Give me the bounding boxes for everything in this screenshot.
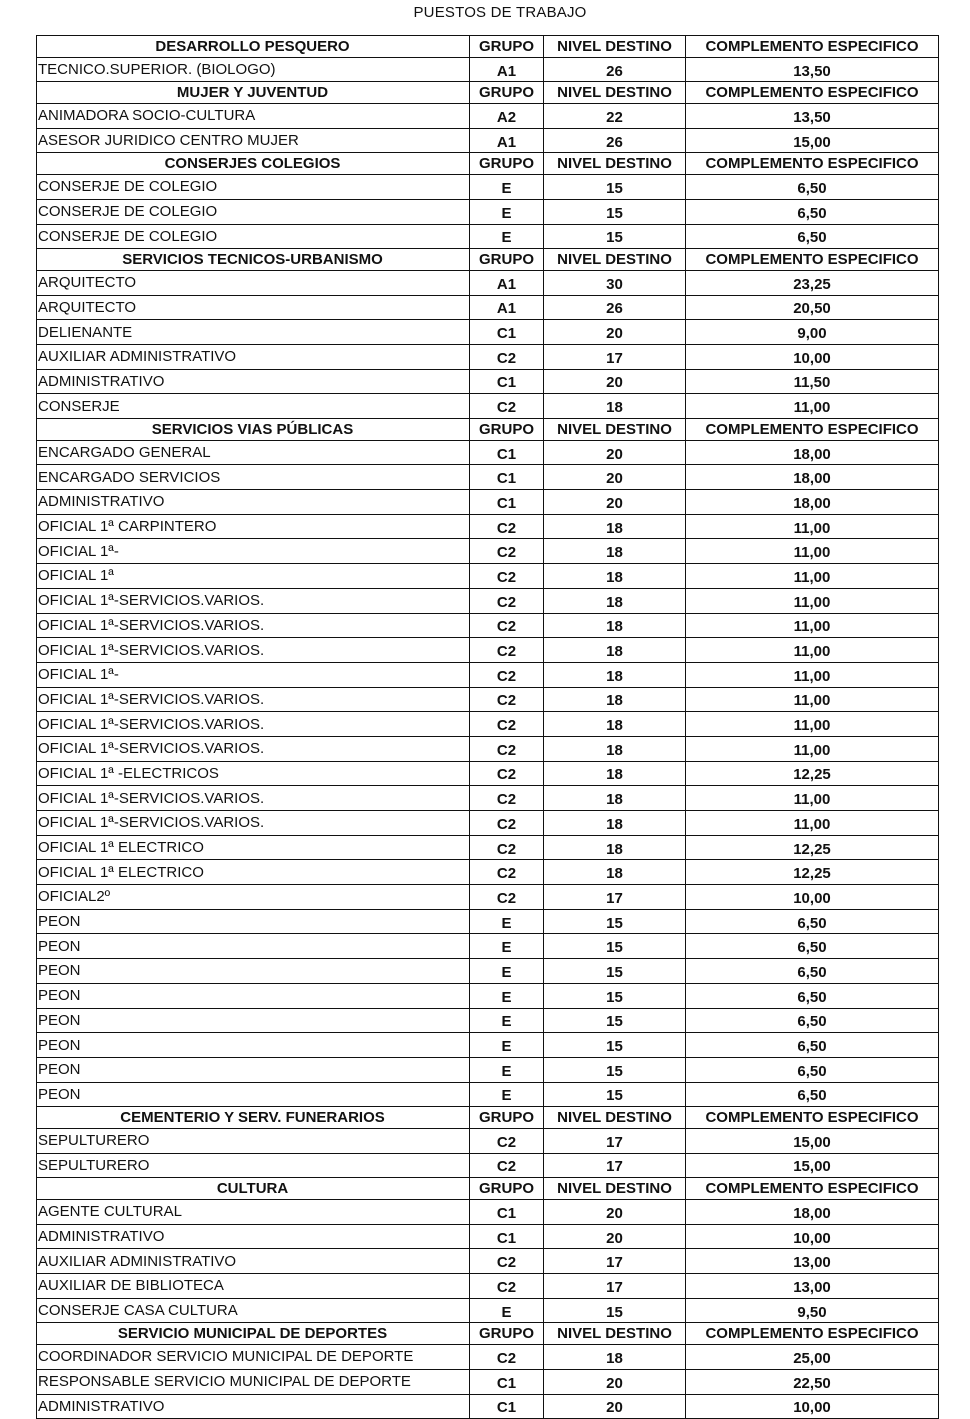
nivel-destino-value: 15 bbox=[544, 1033, 686, 1058]
nivel-destino-value: 15 bbox=[544, 175, 686, 200]
puesto-name: OFICIAL 1ª -ELECTRICOS bbox=[37, 761, 470, 786]
grupo-value: C2 bbox=[470, 662, 544, 687]
section-header-row bbox=[37, 1323, 939, 1345]
puesto-name: ADMINISTRATIVO bbox=[37, 1394, 470, 1419]
complemento-especifico-value: 22,50 bbox=[686, 1369, 939, 1394]
table-row bbox=[37, 1128, 939, 1153]
grupo-value: A1 bbox=[470, 270, 544, 295]
grupo-value: C2 bbox=[470, 1249, 544, 1274]
grupo-value: C2 bbox=[470, 811, 544, 836]
nivel-destino-value: 20 bbox=[544, 1224, 686, 1249]
complemento-especifico-value: 11,00 bbox=[686, 394, 939, 419]
complemento-especifico-header: COMPLEMENTO ESPECIFICO bbox=[686, 82, 939, 104]
grupo-value: C2 bbox=[470, 1153, 544, 1178]
complemento-especifico-value: 13,00 bbox=[686, 1274, 939, 1299]
table-row bbox=[37, 712, 939, 737]
section-title: CULTURA bbox=[37, 1178, 470, 1200]
complemento-especifico-value: 11,00 bbox=[686, 588, 939, 613]
nivel-destino-value: 18 bbox=[544, 662, 686, 687]
complemento-especifico-header: COMPLEMENTO ESPECIFICO bbox=[686, 1107, 939, 1129]
grupo-value: C2 bbox=[470, 687, 544, 712]
nivel-destino-value: 15 bbox=[544, 983, 686, 1008]
complemento-especifico-header: COMPLEMENTO ESPECIFICO bbox=[686, 36, 939, 58]
grupo-value: C2 bbox=[470, 344, 544, 369]
nivel-destino-value: 15 bbox=[544, 1298, 686, 1323]
puesto-name: CONSERJE bbox=[37, 394, 470, 419]
puesto-name: ADMINISTRATIVO bbox=[37, 369, 470, 394]
grupo-value: C2 bbox=[470, 1345, 544, 1370]
puesto-name: OFICIAL 1ª-SERVICIOS.VARIOS. bbox=[37, 588, 470, 613]
nivel-destino-value: 20 bbox=[544, 1394, 686, 1419]
nivel-destino-header: NIVEL DESTINO bbox=[544, 36, 686, 58]
complemento-especifico-value: 10,00 bbox=[686, 885, 939, 910]
nivel-destino-value: 20 bbox=[544, 1200, 686, 1225]
puestos-table bbox=[36, 35, 939, 1419]
complemento-especifico-value: 6,50 bbox=[686, 199, 939, 224]
table-row bbox=[37, 687, 939, 712]
puesto-name: PEON bbox=[37, 959, 470, 984]
nivel-destino-header: NIVEL DESTINO bbox=[544, 1107, 686, 1129]
complemento-especifico-value: 25,00 bbox=[686, 1345, 939, 1370]
complemento-especifico-value: 10,00 bbox=[686, 344, 939, 369]
complemento-especifico-value: 6,50 bbox=[686, 1057, 939, 1082]
nivel-destino-value: 20 bbox=[544, 490, 686, 515]
complemento-especifico-value: 11,00 bbox=[686, 736, 939, 761]
table-row bbox=[37, 786, 939, 811]
grupo-value: A2 bbox=[470, 104, 544, 129]
table-row bbox=[37, 57, 939, 82]
grupo-value: C1 bbox=[470, 440, 544, 465]
grupo-value: E bbox=[470, 1033, 544, 1058]
complemento-especifico-value: 11,00 bbox=[686, 514, 939, 539]
section-header-row bbox=[37, 1107, 939, 1129]
page-title: PUESTOS DE TRABAJO bbox=[413, 4, 587, 21]
puesto-name: AUXILIAR DE BIBLIOTECA bbox=[37, 1274, 470, 1299]
complemento-especifico-value: 11,00 bbox=[686, 638, 939, 663]
grupo-value: C2 bbox=[470, 394, 544, 419]
nivel-destino-value: 18 bbox=[544, 761, 686, 786]
table-row bbox=[37, 835, 939, 860]
grupo-value: C2 bbox=[470, 761, 544, 786]
table-row bbox=[37, 295, 939, 320]
puesto-name: SEPULTURERO bbox=[37, 1128, 470, 1153]
nivel-destino-value: 15 bbox=[544, 934, 686, 959]
nivel-destino-value: 15 bbox=[544, 909, 686, 934]
nivel-destino-value: 20 bbox=[544, 440, 686, 465]
nivel-destino-value: 26 bbox=[544, 128, 686, 153]
complemento-especifico-value: 11,00 bbox=[686, 662, 939, 687]
puesto-name: DELIENANTE bbox=[37, 320, 470, 345]
grupo-value: E bbox=[470, 1057, 544, 1082]
section-header-row bbox=[37, 1178, 939, 1200]
grupo-value: E bbox=[470, 909, 544, 934]
puesto-name: TECNICO.SUPERIOR. (BIOLOGO) bbox=[37, 57, 470, 82]
table-row bbox=[37, 1082, 939, 1107]
grupo-header: GRUPO bbox=[470, 249, 544, 271]
table-row bbox=[37, 1008, 939, 1033]
complemento-especifico-value: 6,50 bbox=[686, 1033, 939, 1058]
puesto-name: PEON bbox=[37, 1008, 470, 1033]
nivel-destino-value: 17 bbox=[544, 885, 686, 910]
nivel-destino-value: 17 bbox=[544, 1274, 686, 1299]
table-row bbox=[37, 320, 939, 345]
table-row bbox=[37, 199, 939, 224]
nivel-destino-value: 18 bbox=[544, 588, 686, 613]
nivel-destino-value: 15 bbox=[544, 1082, 686, 1107]
grupo-value: C2 bbox=[470, 885, 544, 910]
nivel-destino-value: 17 bbox=[544, 1249, 686, 1274]
grupo-value: E bbox=[470, 199, 544, 224]
table-row bbox=[37, 860, 939, 885]
nivel-destino-value: 15 bbox=[544, 1057, 686, 1082]
grupo-header: GRUPO bbox=[470, 1323, 544, 1345]
grupo-value: E bbox=[470, 934, 544, 959]
grupo-value: C2 bbox=[470, 613, 544, 638]
grupo-value: A1 bbox=[470, 295, 544, 320]
table-row bbox=[37, 369, 939, 394]
grupo-value: C2 bbox=[470, 638, 544, 663]
table-row bbox=[37, 1057, 939, 1082]
puesto-name: OFICIAL 1ª ELECTRICO bbox=[37, 835, 470, 860]
nivel-destino-value: 18 bbox=[544, 1345, 686, 1370]
section-header-row bbox=[37, 153, 939, 175]
complemento-especifico-value: 9,50 bbox=[686, 1298, 939, 1323]
grupo-value: E bbox=[470, 1082, 544, 1107]
section-title: CONSERJES COLEGIOS bbox=[37, 153, 470, 175]
complemento-especifico-value: 15,00 bbox=[686, 1153, 939, 1178]
grupo-header: GRUPO bbox=[470, 419, 544, 441]
complemento-especifico-value: 6,50 bbox=[686, 959, 939, 984]
nivel-destino-value: 18 bbox=[544, 638, 686, 663]
puesto-name: OFICIAL 1ª-SERVICIOS.VARIOS. bbox=[37, 811, 470, 836]
puesto-name: OFICIAL 1ª-SERVICIOS.VARIOS. bbox=[37, 638, 470, 663]
table-row bbox=[37, 638, 939, 663]
grupo-value: C1 bbox=[470, 1200, 544, 1225]
nivel-destino-value: 20 bbox=[544, 369, 686, 394]
nivel-destino-value: 18 bbox=[544, 394, 686, 419]
nivel-destino-header: NIVEL DESTINO bbox=[544, 419, 686, 441]
complemento-especifico-value: 23,25 bbox=[686, 270, 939, 295]
puesto-name: ENCARGADO GENERAL bbox=[37, 440, 470, 465]
puesto-name: OFICIAL 1ª-SERVICIOS.VARIOS. bbox=[37, 687, 470, 712]
complemento-especifico-header: COMPLEMENTO ESPECIFICO bbox=[686, 153, 939, 175]
table-row bbox=[37, 564, 939, 589]
table-row bbox=[37, 344, 939, 369]
nivel-destino-value: 20 bbox=[544, 320, 686, 345]
grupo-value: E bbox=[470, 175, 544, 200]
grupo-value: C1 bbox=[470, 1224, 544, 1249]
table-row bbox=[37, 465, 939, 490]
section-title: SERVICIO MUNICIPAL DE DEPORTES bbox=[37, 1323, 470, 1345]
nivel-destino-value: 18 bbox=[544, 786, 686, 811]
nivel-destino-header: NIVEL DESTINO bbox=[544, 82, 686, 104]
section-title: MUJER Y JUVENTUD bbox=[37, 82, 470, 104]
grupo-header: GRUPO bbox=[470, 1178, 544, 1200]
complemento-especifico-value: 6,50 bbox=[686, 224, 939, 249]
grupo-value: C2 bbox=[470, 712, 544, 737]
nivel-destino-value: 20 bbox=[544, 465, 686, 490]
puesto-name: OFICIAL 1ª- bbox=[37, 662, 470, 687]
grupo-header: GRUPO bbox=[470, 36, 544, 58]
nivel-destino-header: NIVEL DESTINO bbox=[544, 1178, 686, 1200]
nivel-destino-header: NIVEL DESTINO bbox=[544, 249, 686, 271]
section-title: DESARROLLO PESQUERO bbox=[37, 36, 470, 58]
nivel-destino-value: 18 bbox=[544, 539, 686, 564]
nivel-destino-value: 20 bbox=[544, 1369, 686, 1394]
nivel-destino-value: 15 bbox=[544, 1008, 686, 1033]
grupo-value: C2 bbox=[470, 564, 544, 589]
grupo-value: C1 bbox=[470, 369, 544, 394]
complemento-especifico-value: 12,25 bbox=[686, 835, 939, 860]
grupo-value: C1 bbox=[470, 465, 544, 490]
nivel-destino-value: 22 bbox=[544, 104, 686, 129]
puesto-name: CONSERJE DE COLEGIO bbox=[37, 175, 470, 200]
nivel-destino-value: 17 bbox=[544, 344, 686, 369]
puesto-name: PEON bbox=[37, 1033, 470, 1058]
complemento-especifico-value: 12,25 bbox=[686, 761, 939, 786]
table-row bbox=[37, 885, 939, 910]
nivel-destino-value: 18 bbox=[544, 564, 686, 589]
puesto-name: CONSERJE DE COLEGIO bbox=[37, 199, 470, 224]
grupo-value: C1 bbox=[470, 1369, 544, 1394]
complemento-especifico-value: 13,50 bbox=[686, 57, 939, 82]
puesto-name: AUXILIAR ADMINISTRATIVO bbox=[37, 1249, 470, 1274]
nivel-destino-value: 15 bbox=[544, 199, 686, 224]
grupo-header: GRUPO bbox=[470, 1107, 544, 1129]
section-header-row bbox=[37, 82, 939, 104]
puesto-name: OFICIAL 1ª bbox=[37, 564, 470, 589]
complemento-especifico-value: 11,00 bbox=[686, 811, 939, 836]
puesto-name: PEON bbox=[37, 934, 470, 959]
grupo-value: C1 bbox=[470, 320, 544, 345]
grupo-value: E bbox=[470, 224, 544, 249]
nivel-destino-value: 18 bbox=[544, 613, 686, 638]
puesto-name: CONSERJE CASA CULTURA bbox=[37, 1298, 470, 1323]
section-title: SERVICIOS VIAS PÚBLICAS bbox=[37, 419, 470, 441]
table-row bbox=[37, 662, 939, 687]
section-header-row bbox=[37, 249, 939, 271]
puesto-name: OFICIAL 1ª- bbox=[37, 539, 470, 564]
table-row bbox=[37, 1033, 939, 1058]
puesto-name: COORDINADOR SERVICIO MUNICIPAL DE DEPORTE bbox=[37, 1345, 470, 1370]
complemento-especifico-value: 18,00 bbox=[686, 440, 939, 465]
complemento-especifico-value: 15,00 bbox=[686, 1128, 939, 1153]
table-row bbox=[37, 761, 939, 786]
puesto-name: PEON bbox=[37, 909, 470, 934]
table-row bbox=[37, 1224, 939, 1249]
grupo-value: C2 bbox=[470, 786, 544, 811]
nivel-destino-value: 30 bbox=[544, 270, 686, 295]
table-row bbox=[37, 983, 939, 1008]
complemento-especifico-value: 13,50 bbox=[686, 104, 939, 129]
table-row bbox=[37, 811, 939, 836]
complemento-especifico-value: 18,00 bbox=[686, 490, 939, 515]
grupo-value: E bbox=[470, 959, 544, 984]
nivel-destino-value: 18 bbox=[544, 712, 686, 737]
nivel-destino-value: 15 bbox=[544, 224, 686, 249]
puesto-name: ANIMADORA SOCIO-CULTURA bbox=[37, 104, 470, 129]
puesto-name: ARQUITECTO bbox=[37, 270, 470, 295]
puesto-name: ADMINISTRATIVO bbox=[37, 1224, 470, 1249]
grupo-value: A1 bbox=[470, 57, 544, 82]
puesto-name: AUXILIAR ADMINISTRATIVO bbox=[37, 344, 470, 369]
puesto-name: PEON bbox=[37, 1082, 470, 1107]
puesto-name: CONSERJE DE COLEGIO bbox=[37, 224, 470, 249]
grupo-value: C2 bbox=[470, 1274, 544, 1299]
grupo-value: C2 bbox=[470, 539, 544, 564]
complemento-especifico-value: 13,00 bbox=[686, 1249, 939, 1274]
grupo-value: C2 bbox=[470, 860, 544, 885]
table-row bbox=[37, 959, 939, 984]
puesto-name: OFICIAL 1ª-SERVICIOS.VARIOS. bbox=[37, 736, 470, 761]
table-row bbox=[37, 736, 939, 761]
complemento-especifico-header: COMPLEMENTO ESPECIFICO bbox=[686, 1323, 939, 1345]
complemento-especifico-header: COMPLEMENTO ESPECIFICO bbox=[686, 1178, 939, 1200]
table-row bbox=[37, 1153, 939, 1178]
complemento-especifico-value: 6,50 bbox=[686, 983, 939, 1008]
puesto-name: ASESOR JURIDICO CENTRO MUJER bbox=[37, 128, 470, 153]
complemento-especifico-value: 18,00 bbox=[686, 1200, 939, 1225]
grupo-value: C2 bbox=[470, 835, 544, 860]
puesto-name: ARQUITECTO bbox=[37, 295, 470, 320]
table-row bbox=[37, 1200, 939, 1225]
puestos-table-body bbox=[37, 36, 939, 1419]
puesto-name: RESPONSABLE SERVICIO MUNICIPAL DE DEPORTE bbox=[37, 1369, 470, 1394]
grupo-value: C2 bbox=[470, 588, 544, 613]
table-row bbox=[37, 613, 939, 638]
table-row bbox=[37, 224, 939, 249]
complemento-especifico-value: 18,00 bbox=[686, 465, 939, 490]
complemento-especifico-value: 6,50 bbox=[686, 175, 939, 200]
section-title: SERVICIOS TECNICOS-URBANISMO bbox=[37, 249, 470, 271]
complemento-especifico-value: 6,50 bbox=[686, 909, 939, 934]
table-row bbox=[37, 1298, 939, 1323]
complemento-especifico-value: 20,50 bbox=[686, 295, 939, 320]
grupo-value: C2 bbox=[470, 1128, 544, 1153]
table-row bbox=[37, 1274, 939, 1299]
complemento-especifico-header: COMPLEMENTO ESPECIFICO bbox=[686, 249, 939, 271]
nivel-destino-value: 17 bbox=[544, 1153, 686, 1178]
grupo-value: C2 bbox=[470, 736, 544, 761]
table-row bbox=[37, 270, 939, 295]
table-row bbox=[37, 104, 939, 129]
complemento-especifico-value: 12,25 bbox=[686, 860, 939, 885]
grupo-value: C1 bbox=[470, 1394, 544, 1419]
complemento-especifico-value: 10,00 bbox=[686, 1394, 939, 1419]
table-row bbox=[37, 539, 939, 564]
puesto-name: OFICIAL 1ª ELECTRICO bbox=[37, 860, 470, 885]
table-row bbox=[37, 514, 939, 539]
nivel-destino-value: 26 bbox=[544, 295, 686, 320]
nivel-destino-value: 18 bbox=[544, 736, 686, 761]
table-row bbox=[37, 1369, 939, 1394]
table-row bbox=[37, 1345, 939, 1370]
grupo-value: C1 bbox=[470, 490, 544, 515]
table-row bbox=[37, 1394, 939, 1419]
puesto-name: SEPULTURERO bbox=[37, 1153, 470, 1178]
complemento-especifico-value: 6,50 bbox=[686, 1082, 939, 1107]
puesto-name: PEON bbox=[37, 1057, 470, 1082]
nivel-destino-header: NIVEL DESTINO bbox=[544, 153, 686, 175]
puesto-name: ADMINISTRATIVO bbox=[37, 490, 470, 515]
puesto-name: ENCARGADO SERVICIOS bbox=[37, 465, 470, 490]
table-row bbox=[37, 128, 939, 153]
table-row bbox=[37, 175, 939, 200]
nivel-destino-value: 17 bbox=[544, 1128, 686, 1153]
table-row bbox=[37, 934, 939, 959]
complemento-especifico-value: 11,00 bbox=[686, 687, 939, 712]
grupo-value: A1 bbox=[470, 128, 544, 153]
nivel-destino-value: 18 bbox=[544, 835, 686, 860]
nivel-destino-value: 18 bbox=[544, 811, 686, 836]
puesto-name: AGENTE CULTURAL bbox=[37, 1200, 470, 1225]
complemento-especifico-value: 11,00 bbox=[686, 712, 939, 737]
section-header-row bbox=[37, 419, 939, 441]
nivel-destino-value: 18 bbox=[544, 514, 686, 539]
nivel-destino-value: 26 bbox=[544, 57, 686, 82]
complemento-especifico-value: 11,00 bbox=[686, 786, 939, 811]
nivel-destino-value: 18 bbox=[544, 860, 686, 885]
section-title: CEMENTERIO Y SERV. FUNERARIOS bbox=[37, 1107, 470, 1129]
complemento-especifico-value: 11,50 bbox=[686, 369, 939, 394]
puesto-name: PEON bbox=[37, 983, 470, 1008]
section-header-row bbox=[37, 36, 939, 58]
nivel-destino-value: 15 bbox=[544, 959, 686, 984]
grupo-value: E bbox=[470, 1298, 544, 1323]
complemento-especifico-value: 15,00 bbox=[686, 128, 939, 153]
grupo-value: E bbox=[470, 1008, 544, 1033]
puesto-name: OFICIAL2º bbox=[37, 885, 470, 910]
grupo-header: GRUPO bbox=[470, 82, 544, 104]
complemento-especifico-value: 11,00 bbox=[686, 613, 939, 638]
complemento-especifico-value: 9,00 bbox=[686, 320, 939, 345]
table-row bbox=[37, 1249, 939, 1274]
complemento-especifico-value: 6,50 bbox=[686, 1008, 939, 1033]
complemento-especifico-value: 11,00 bbox=[686, 564, 939, 589]
table-row bbox=[37, 588, 939, 613]
table-row bbox=[37, 909, 939, 934]
grupo-value: E bbox=[470, 983, 544, 1008]
table-row bbox=[37, 440, 939, 465]
complemento-especifico-header: COMPLEMENTO ESPECIFICO bbox=[686, 419, 939, 441]
grupo-header: GRUPO bbox=[470, 153, 544, 175]
puesto-name: OFICIAL 1ª CARPINTERO bbox=[37, 514, 470, 539]
table-row bbox=[37, 490, 939, 515]
complemento-especifico-value: 10,00 bbox=[686, 1224, 939, 1249]
nivel-destino-value: 18 bbox=[544, 687, 686, 712]
puesto-name: OFICIAL 1ª-SERVICIOS.VARIOS. bbox=[37, 786, 470, 811]
puesto-name: OFICIAL 1ª-SERVICIOS.VARIOS. bbox=[37, 712, 470, 737]
puesto-name: OFICIAL 1ª-SERVICIOS.VARIOS. bbox=[37, 613, 470, 638]
grupo-value: C2 bbox=[470, 514, 544, 539]
complemento-especifico-value: 6,50 bbox=[686, 934, 939, 959]
complemento-especifico-value: 11,00 bbox=[686, 539, 939, 564]
table-row bbox=[37, 394, 939, 419]
nivel-destino-header: NIVEL DESTINO bbox=[544, 1323, 686, 1345]
